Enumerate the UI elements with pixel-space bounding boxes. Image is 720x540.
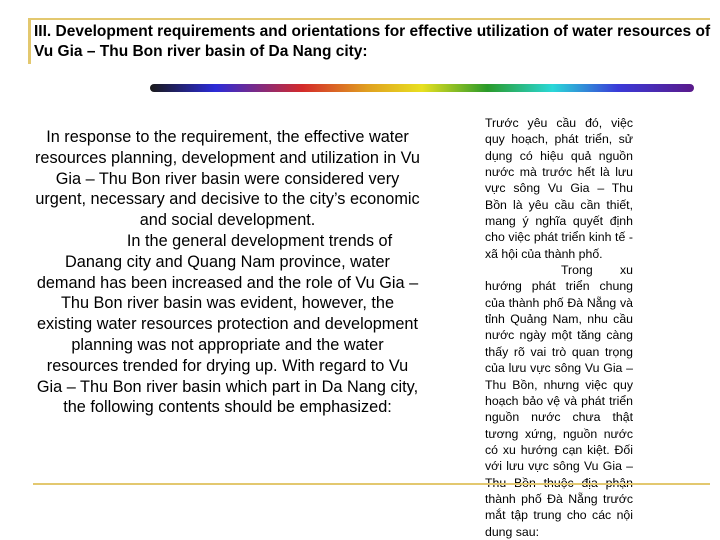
- title-accent-bar: [28, 18, 31, 64]
- vietnamese-text: [485, 115, 633, 540]
- english-text: [35, 127, 420, 418]
- slide-title: III. Development requirements and orientations for effective utilization of water resources of Vu Gia – Thu Bon river basin of Da Nang city:: [34, 23, 711, 60]
- english-paragraph-1: In response to the requirement, the effective water resources planning, development and utilization in Vu Gia – Thu Bon river basin were considered very urgent, necessary and decisive to the city’s economic and social development.: [35, 128, 420, 230]
- bottom-divider: [33, 483, 710, 485]
- english-paragraph-2: In the general development trends of Danang city and Quang Nam province, water demand has been increased and the role of Vu Gia – Thu Bon river basin was evident, however, the existing water resources protection and development planning was not appropriate and the water resources trended for drying up. With regard to Vu Gia – Thu Bon river basin which part in Da Nang city, the following contents should be emphasized:: [36, 231, 419, 417]
- vietnamese-paragraph-2: Trong xu hướng phát triển chung của thành phố Đà Nẵng và tỉnh Quảng Nam, nhu cầu nước ngày một tăng càng thấy rõ vai trò quan trọng của lưu vực sông Vu Gia – Thu Bồn, nhưng việc quy hoạch bảo vệ và phát triển nguồn nước chưa thật tương xứng, nguồn nước có xu hướng cạn kiệt. Đối với lưu vực sông Vu Gia – thành phố Đà Nẵng trước mắt tập trung cho các nội dung sau:: [485, 263, 633, 539]
- vietnamese-paragraph-1: Trước yêu cầu đó, việc quy hoạch, phát triển, sử dụng có hiệu quả nguồn nước mà trước hết là lưu vực sông Vu Gia – Thu Bồn là yêu cầu cần thiết, mang ý nghĩa quyết định cho việc phát triển kinh tế - xã hội của thành phố.: [485, 116, 633, 261]
- top-divider: [28, 18, 710, 20]
- rainbow-divider: [150, 84, 694, 92]
